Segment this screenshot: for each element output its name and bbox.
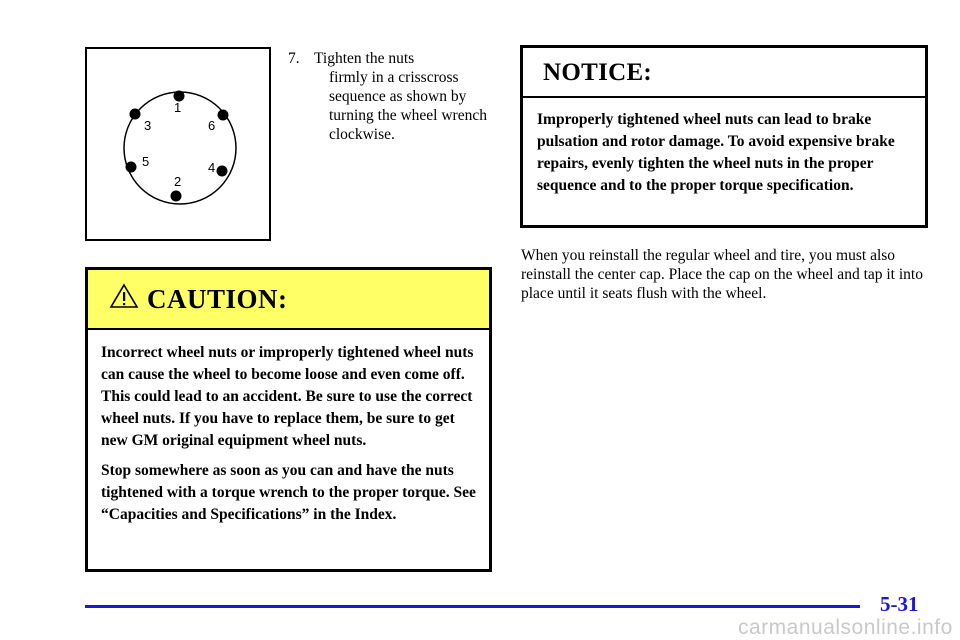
sequence-label-5: 5 [142, 154, 150, 169]
sequence-label-1: 1 [174, 100, 182, 115]
sequence-label-6: 6 [208, 118, 216, 133]
caution-title: CAUTION: [147, 284, 288, 314]
sequence-label-2: 2 [174, 174, 182, 189]
caution-paragraph-1: Incorrect wheel nuts or improperly tightened wheel nuts can cause the wheel to become loose and even come off. This could lead to an accident. Be sure to use the correct wheel nuts. If you have to replace them, be sure to get new GM original equipment wheel nuts. [101, 344, 474, 449]
watermark-text: carmanualsonline.info [738, 616, 953, 639]
notice-title: NOTICE: [543, 59, 653, 86]
lug-nut-sequence-figure [85, 47, 271, 241]
caution-header [88, 270, 489, 330]
notice-body: Improperly tightened wheel nuts can lead to brake pulsation and rotor damage. To avoid expensive brake repairs, evenly tighten the wheel nuts in the proper sequence and to the proper torque specification. [537, 111, 895, 194]
step-text-rest: firmly in a crisscross sequence as shown by turning the wheel wrench clockwise. [329, 69, 487, 143]
sequence-label-3: 3 [144, 118, 152, 133]
step-text-first-line: Tighten the nuts [314, 50, 415, 67]
wheel-diagram [87, 49, 269, 239]
lug-nut-6 [218, 110, 229, 121]
lug-nut-2 [171, 191, 182, 202]
lug-nut-5 [126, 162, 137, 173]
center-cap-paragraph: When you reinstall the regular wheel and tire, you must also reinstall the center cap. Place the cap on the wheel and tap it into place until it seats flush with the wheel. [521, 247, 923, 302]
lug-nut-4 [217, 166, 228, 177]
footer-rule [85, 605, 860, 608]
lug-nut-3 [130, 109, 141, 120]
page-number: 5-31 [880, 592, 919, 616]
step-text [314, 49, 489, 144]
caution-body [101, 342, 481, 534]
warning-triangle-icon [109, 283, 139, 309]
sequence-label-4: 4 [208, 160, 216, 175]
notice-box [520, 45, 928, 228]
step-number: 7. [288, 50, 300, 67]
notice-header [523, 48, 925, 98]
caution-box [85, 267, 492, 572]
caution-paragraph-2: Stop somewhere as soon as you can and have the nuts tightened with a torque wrench to the proper torque. See “Capacities and Specifications” in the Index. [101, 462, 476, 523]
